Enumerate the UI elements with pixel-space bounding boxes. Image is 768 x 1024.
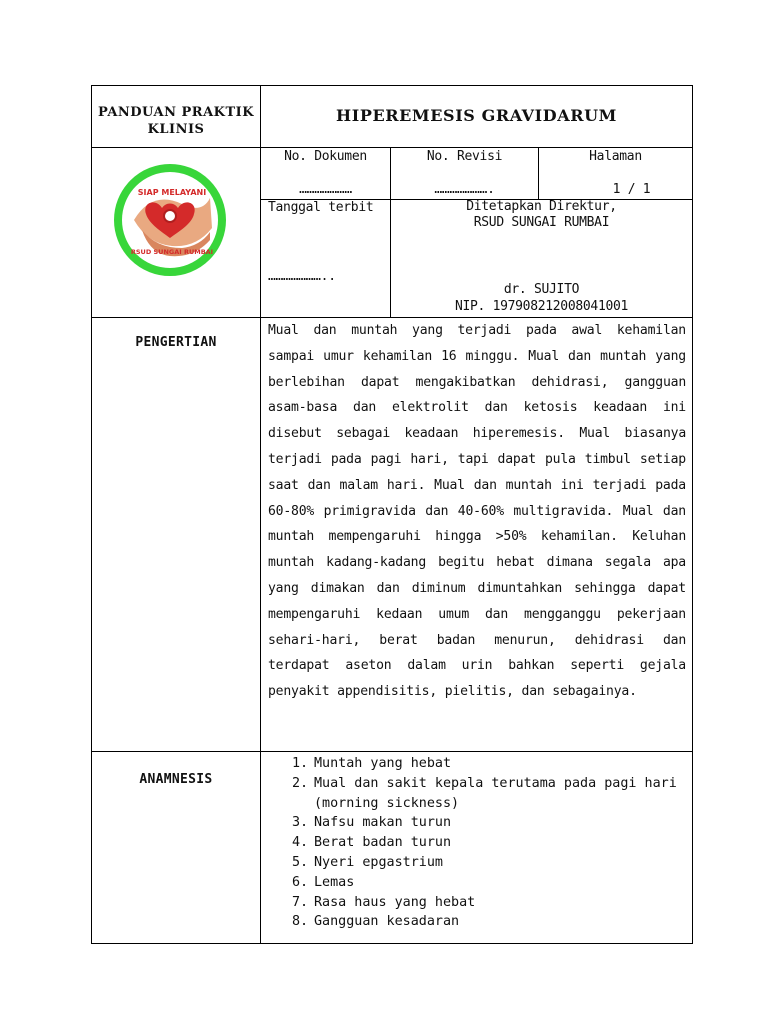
list-item bbox=[268, 813, 688, 833]
list-item-number: 1. bbox=[292, 756, 309, 771]
tanggal-terbit-label: Tanggal terbit bbox=[268, 200, 374, 215]
list-item-number: 3. bbox=[292, 815, 309, 831]
table-border-top bbox=[91, 85, 693, 86]
anamnesis-row-divider bbox=[91, 751, 693, 752]
tanggal-terbit-value: ………………….. bbox=[268, 269, 336, 284]
no-dokumen-value: ………………… bbox=[299, 182, 352, 197]
header-row-divider bbox=[91, 147, 693, 148]
director-name: dr. SUJITO bbox=[503, 282, 580, 297]
ditetapkan-line1: Ditetapkan Direktur, bbox=[466, 199, 617, 214]
logo-text-top: SIAP MELAYANI bbox=[137, 188, 207, 197]
page-title-text: HIPEREMESIS GRAVIDARUM bbox=[336, 106, 617, 125]
list-item-text: Nyeri epgastrium bbox=[314, 854, 443, 870]
list-item bbox=[268, 873, 688, 893]
ditetapkan-line2: RSUD SUNGAI RUMBAI bbox=[473, 215, 610, 230]
pengertian-label: PENGERTIAN bbox=[135, 335, 217, 350]
logo-text-bottom: RSUD SUNGAI RUMBAI bbox=[130, 248, 214, 256]
list-item-text: Lemas bbox=[314, 874, 355, 890]
table-border-right bbox=[692, 85, 693, 944]
list-item bbox=[268, 754, 688, 774]
list-item-number: 6. bbox=[292, 874, 309, 890]
pengertian-text: Mual dan muntah yang terjadi pada awal kehamilan sampai umur kehamilan 16 minggu. Mual dan muntah yang berlebihan dapat mengakibatkan dehidrasi, gangguan asam-basa dan elektrolit dan ketosis keadaan ini disebut sebagai keadaan hiperemesis. Mual biasanya terjadi pada pagi hari, tapi dapat pula timbul setiap saat dan malam hari. Mual dan muntah ini terjadi pada 60-80% primigravida dan 40-60% multigravida. Mual dan muntah mempengaruhi hingga >50% kehamilan. Keluhan muntah kadang-kadang begitu hebat dimana segala apa yang dimakan dan diminum dimuntahkan sehingga dapat mempengaruhi kedaan umum dan mengganggu pekerjaan sehari-hari, berat badan menurun, dehidrasi dan terdapat aseton dalam urin bahkan seperti gejala penyakit appendisitis, pielitis, dan sebagainya. bbox=[268, 323, 686, 700]
list-item bbox=[268, 774, 688, 814]
list-item-number: 4. bbox=[292, 835, 309, 851]
list-item-number: 2. bbox=[292, 775, 309, 791]
panduan-title-text: PANDUAN PRAKTIK KLINIS bbox=[97, 105, 255, 137]
list-item bbox=[268, 912, 688, 932]
list-item-number: 7. bbox=[292, 894, 309, 910]
anamnesis-list bbox=[268, 754, 688, 932]
list-item bbox=[268, 853, 688, 873]
hospital-logo bbox=[112, 158, 238, 284]
list-item bbox=[268, 833, 688, 853]
list-item bbox=[268, 893, 688, 913]
list-item-number: 5. bbox=[292, 854, 309, 870]
list-item-number: 8. bbox=[292, 914, 309, 930]
anamnesis-label: ANAMNESIS bbox=[139, 772, 213, 787]
list-item-text: Mual dan sakit kepala terutama pada pagi hari (morning sickness) bbox=[314, 775, 677, 811]
table-border-left bbox=[91, 85, 92, 944]
hospital-logo-graphic bbox=[112, 158, 238, 284]
panduan-title bbox=[92, 104, 260, 138]
no-revisi-value: …………………. bbox=[434, 182, 495, 197]
director-nip: NIP. 197908212008041001 bbox=[454, 299, 629, 314]
table-column-divider bbox=[260, 85, 261, 944]
list-item-text: Muntah yang hebat bbox=[314, 756, 452, 771]
page-title bbox=[261, 106, 692, 125]
list-item-text: Rasa haus yang hebat bbox=[314, 894, 476, 910]
no-dokumen-label: No. Dokumen bbox=[284, 149, 367, 164]
halaman-value: 1 / 1 bbox=[612, 182, 651, 197]
halaman-label: Halaman bbox=[589, 149, 642, 164]
list-item-text: Berat badan turun bbox=[314, 835, 452, 851]
list-item-text: Gangguan kesadaran bbox=[314, 914, 460, 930]
no-revisi-label: No. Revisi bbox=[426, 149, 503, 164]
list-item-text: Nafsu makan turun bbox=[314, 815, 452, 831]
table-border-bottom bbox=[91, 943, 693, 944]
